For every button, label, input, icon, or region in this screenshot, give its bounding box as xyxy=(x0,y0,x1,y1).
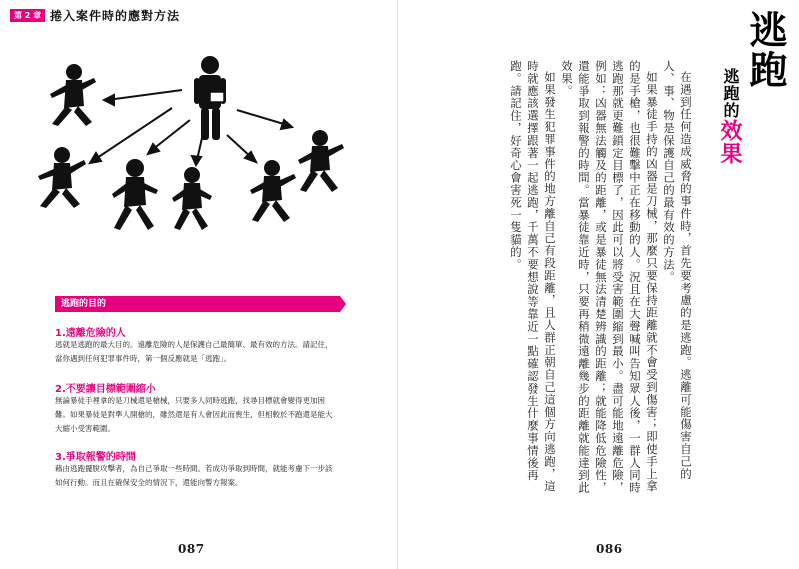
body-text xyxy=(507,60,694,500)
item-body-2: 無論暴徒手裡拿的是刀械還是槍械，只要多人同時逃跑，找尋目標就會變得更加困難。如果暴徒是對準人開槍的，雖然還是有人會因此而喪生，但相較於不跑還是能大大縮小受害範圍。 xyxy=(55,396,333,433)
chapter-badge: 第 2 章 xyxy=(10,9,45,22)
escape-illustration xyxy=(22,50,362,235)
left-page xyxy=(0,0,398,569)
body-paragraph-3: 如果發生犯罪事件的地方離自己有段距離，且人群正朝自己這個方向逃跑，這時就應該選擇跟著一起逃跑，千萬不要想說等靠近一點確認發生什麼事情後再跑。請記住，好奇心會害死一隻貓的。 xyxy=(509,60,557,493)
subtitle-prefix: 逃跑的 xyxy=(721,68,740,119)
body-paragraph-2: 如果暴徒手持的凶器是刀械，那麼只要保持距離就不會受到傷害；即使手上拿的是手槍，也很難擊中正在移動的人。況且在大聲喊叫告知眾人後，一群人同時逃跑那就更難鎖定目標了，因此可以將受害範圍縮到最小。盡可能地遠離危險，例如：凶器無法觸及的距離，或是暴徒無法清楚辨識的距離；就能降低危險性，還能爭取到報警的時間。當暴徒靠近時，只要再稍微遠離幾步的距離就能達到此效果。 xyxy=(560,60,659,494)
section-label: 逃跑的目的 xyxy=(55,296,340,312)
running-person-icon xyxy=(112,159,158,230)
running-person-icon xyxy=(50,64,96,126)
item-heading-1: 1.遠離危險的人 xyxy=(55,328,126,339)
running-person-icon xyxy=(38,147,86,208)
page-title: 逃跑 xyxy=(743,10,788,90)
item-body-3: 藉由逃跑擺脫攻擊者，為自己爭取一些時間。若成功爭取到時間，就能考慮下一步該如何行動。而且在確保安全的情況下，還能向警方報案。 xyxy=(55,464,333,487)
arrow-icon xyxy=(90,90,292,165)
running-person-icon xyxy=(298,130,344,192)
running-person-icon xyxy=(250,160,296,222)
item-body-1: 逃就是逃跑的最大目的。遠離危險的人是保護自己最簡單、最有效的方法。請記住，當你遇到任何犯罪事件時，第一個反應就是「逃跑」。 xyxy=(55,340,333,363)
running-person-icon xyxy=(172,167,212,230)
right-page xyxy=(398,0,799,569)
item-heading-2: 2.不要讓目標範圍縮小 xyxy=(55,384,156,395)
section-subtitle xyxy=(717,68,743,165)
body-paragraph-1: 在遇到任何造成威脅的事件時，首先要考慮的是逃跑。逃離可能傷害自己的人、事、物是保護自己的最有效的方法。 xyxy=(662,60,693,481)
standing-person-icon xyxy=(194,56,226,140)
item-heading-3: 3.爭取報警的時間 xyxy=(55,452,136,463)
page-number-right: 086 xyxy=(596,542,623,556)
page-number-left: 087 xyxy=(178,542,205,556)
chapter-title: 捲入案件時的應對方法 xyxy=(50,9,181,23)
subtitle-accent: 效果 xyxy=(717,119,743,165)
